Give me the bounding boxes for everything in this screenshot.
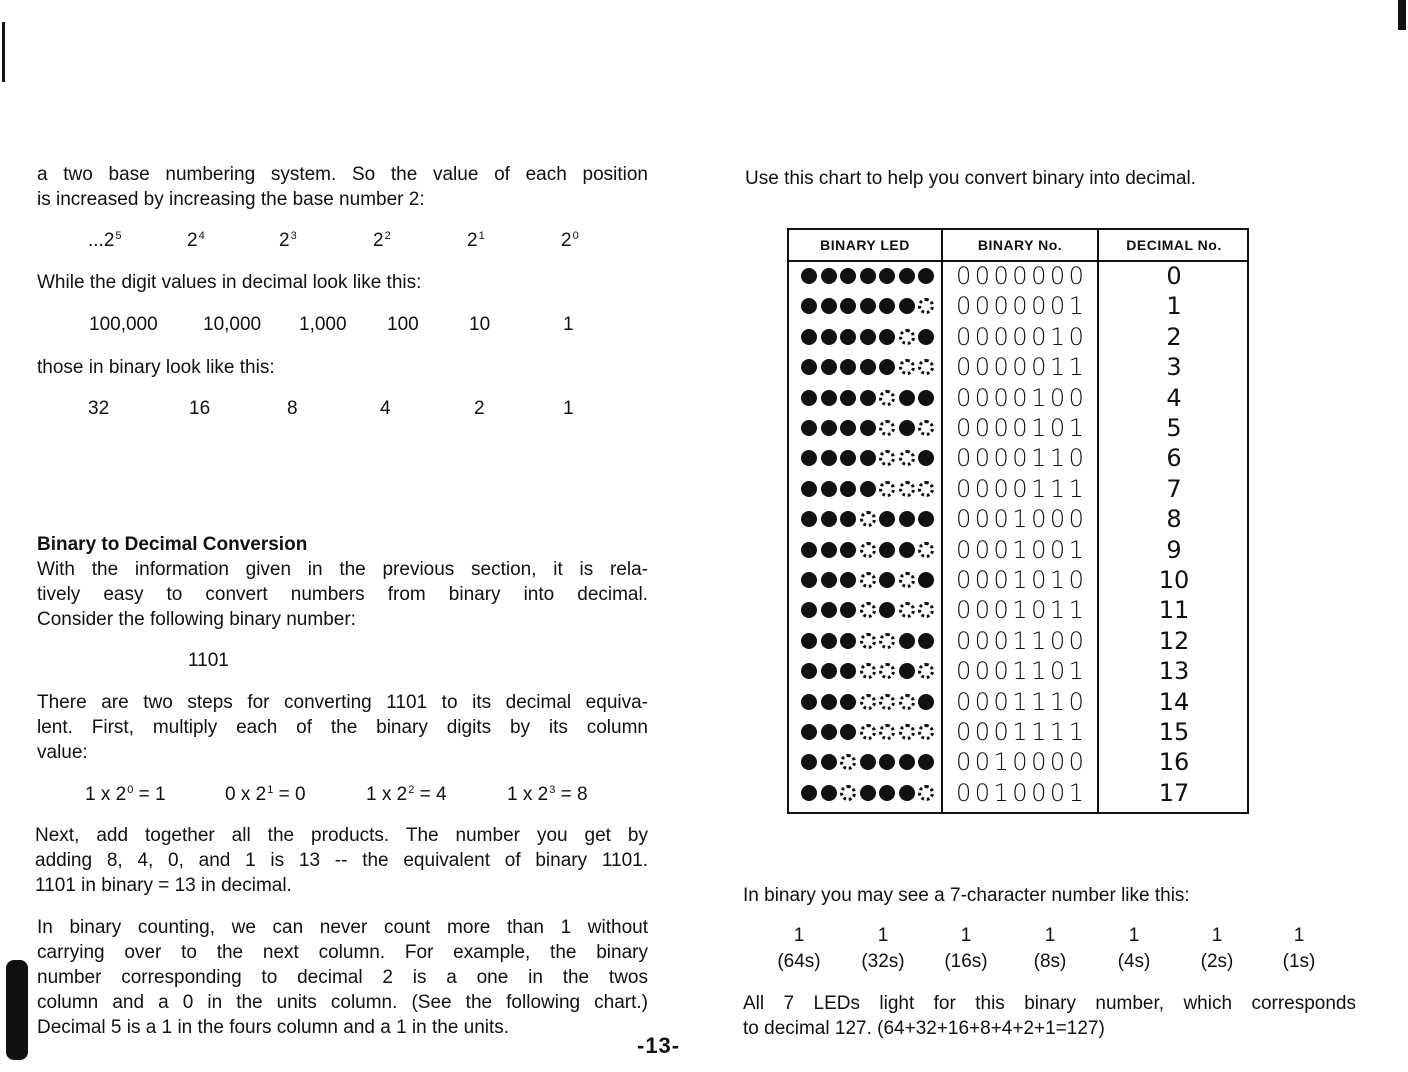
binary-number-cell: 0001101	[956, 657, 1088, 686]
led-dark-icon	[821, 754, 837, 770]
binary-number-cell: 0000011	[956, 353, 1088, 382]
led-lit-icon	[918, 359, 934, 375]
product-term: 1 x $2^2 = 4$	[366, 784, 447, 805]
table-row	[789, 595, 1247, 625]
led-dark-icon	[801, 390, 817, 406]
led-dark-icon	[821, 663, 837, 679]
decimal-number-cell: 9	[1166, 535, 1182, 564]
section-line-1: With the information given in the previous section, it is rela-	[37, 559, 648, 580]
led-lit-icon	[918, 298, 934, 314]
led-dark-icon	[821, 785, 837, 801]
table-row	[789, 565, 1247, 595]
led-dark-icon	[879, 268, 895, 284]
led-strip	[801, 722, 941, 742]
led-dark-icon	[899, 542, 915, 558]
section-line-2: tively easy to convert numbers from binary into decimal.	[37, 584, 648, 605]
led-lit-icon	[899, 481, 915, 497]
led-lit-icon	[918, 724, 934, 740]
led-dark-icon	[899, 754, 915, 770]
binary-value: 8	[287, 398, 298, 419]
decimal-number-cell: 17	[1158, 778, 1190, 807]
led-strip	[801, 509, 941, 529]
binary-value: 16	[189, 398, 211, 419]
binary-number-cell: 0000110	[956, 444, 1088, 473]
led-dark-icon	[879, 602, 895, 618]
led-lit-icon	[860, 511, 876, 527]
led-lit-icon	[879, 633, 895, 649]
sum-line-1: Next, add together all the products. The number you get by	[35, 825, 648, 846]
table-row	[789, 504, 1247, 534]
decimal-number-cell: 15	[1158, 718, 1190, 746]
led-dark-icon	[801, 542, 817, 558]
decimal-number-cell: 11	[1158, 596, 1190, 625]
led-dark-icon	[840, 481, 856, 497]
sum-line-3: 1101 in binary = 13 in decimal.	[35, 875, 292, 896]
led-dark-icon	[840, 390, 856, 406]
binary-values-row	[0, 396, 700, 422]
power-term: ...2$^5$	[88, 230, 122, 251]
led-strip	[801, 692, 941, 712]
led-lit-icon	[918, 481, 934, 497]
led-dark-icon	[879, 329, 895, 345]
led-dark-icon	[801, 724, 817, 740]
led-dark-icon	[821, 420, 837, 436]
led-dark-icon	[840, 663, 856, 679]
binary-number-cell: 0000000	[956, 262, 1088, 290]
table-row	[789, 474, 1247, 504]
table-row	[789, 535, 1247, 565]
scan-mark-bottom-left	[6, 960, 28, 1060]
led-dark-icon	[840, 694, 856, 710]
decimal-value: 10	[469, 314, 491, 335]
led-lit-icon	[879, 420, 895, 436]
led-dark-icon	[860, 390, 876, 406]
seven-char-intro: In binary you may see a 7-character number like this:	[743, 885, 1190, 906]
page-number: -13-	[637, 1033, 681, 1058]
decimal-number-cell: 1	[1166, 292, 1182, 321]
led-strip	[801, 418, 941, 438]
led-dark-icon	[860, 298, 876, 314]
place-label: (2s)	[1200, 951, 1234, 972]
led-dark-icon	[801, 754, 817, 770]
section-heading: Binary to Decimal Conversion	[37, 534, 308, 555]
led-dark-icon	[879, 754, 895, 770]
binary-value: 32	[88, 398, 110, 419]
led-dark-icon	[821, 359, 837, 375]
led-dark-icon	[840, 450, 856, 466]
led-dark-icon	[821, 694, 837, 710]
binary-number-cell: 0001100	[956, 626, 1088, 655]
place-digit: 1	[1044, 925, 1056, 946]
led-lit-icon	[879, 694, 895, 710]
led-lit-icon	[918, 602, 934, 618]
sum-line-2: adding 8, 4, 0, and 1 is 13 -- the equivalent of binary 1101.	[35, 850, 648, 871]
led-strip	[801, 479, 941, 499]
led-dark-icon	[918, 390, 934, 406]
led-dark-icon	[879, 542, 895, 558]
steps-line-1: There are two steps for converting 1101 to its decimal equiva-	[37, 692, 648, 713]
led-lit-icon	[860, 572, 876, 588]
header-decimal-no: DECIMAL No.	[1126, 237, 1222, 253]
led-dark-icon	[821, 390, 837, 406]
led-strip	[801, 388, 941, 408]
led-dark-icon	[899, 663, 915, 679]
led-lit-icon	[879, 481, 895, 497]
led-dark-icon	[918, 633, 934, 649]
led-lit-icon	[899, 724, 915, 740]
place-label: (8s)	[1033, 951, 1067, 972]
led-dark-icon	[840, 602, 856, 618]
binary-number-cell: 0001111	[956, 718, 1088, 746]
led-dark-icon	[879, 359, 895, 375]
led-strip	[801, 631, 941, 651]
example-number: 1101	[188, 650, 229, 671]
table-row	[789, 322, 1247, 352]
led-dark-icon	[840, 572, 856, 588]
led-dark-icon	[918, 329, 934, 345]
led-dark-icon	[860, 420, 876, 436]
led-lit-icon	[879, 450, 895, 466]
led-dark-icon	[860, 785, 876, 801]
power-term: $2^3$	[279, 230, 297, 251]
led-dark-icon	[801, 785, 817, 801]
led-strip	[801, 327, 941, 347]
counting-line-5: Decimal 5 is a 1 in the fours column and a 1 in the units.	[37, 1017, 510, 1038]
seven-labels-row	[0, 949, 1408, 975]
led-dark-icon	[918, 754, 934, 770]
led-dark-icon	[821, 329, 837, 345]
power-term: $2^1$	[467, 230, 485, 251]
intro-line-1: a two base numbering system. So the value of each position	[37, 164, 648, 185]
led-dark-icon	[899, 268, 915, 284]
led-dark-icon	[821, 724, 837, 740]
binary-value: 4	[380, 398, 391, 419]
led-strip	[801, 540, 941, 560]
led-dark-icon	[840, 633, 856, 649]
led-dark-icon	[840, 268, 856, 284]
led-dark-icon	[801, 359, 817, 375]
table-row	[789, 747, 1247, 777]
led-lit-icon	[918, 785, 934, 801]
binary-number-cell: 0000001	[956, 292, 1088, 321]
led-dark-icon	[801, 298, 817, 314]
table-row	[789, 443, 1247, 473]
binary-value: 1	[563, 398, 574, 419]
led-dark-icon	[840, 420, 856, 436]
decimal-number-cell: 6	[1166, 444, 1182, 473]
binary-conversion-table	[787, 228, 1249, 814]
table-row	[789, 413, 1247, 443]
decimal-value: 10,000	[203, 314, 262, 335]
decimal-value: 100,000	[89, 314, 158, 335]
led-dark-icon	[821, 268, 837, 284]
decimal-number-cell: 10	[1158, 566, 1190, 594]
table-row	[789, 687, 1247, 717]
led-dark-icon	[899, 511, 915, 527]
led-dark-icon	[860, 754, 876, 770]
led-dark-icon	[821, 542, 837, 558]
led-lit-icon	[879, 724, 895, 740]
decimal-number-cell: 16	[1158, 748, 1190, 777]
header-binary-led: BINARY LED	[820, 237, 910, 253]
led-dark-icon	[840, 359, 856, 375]
led-dark-icon	[879, 785, 895, 801]
decimal-number-cell: 5	[1166, 414, 1182, 442]
section-line-3: Consider the following binary number:	[37, 609, 356, 630]
table-row	[789, 383, 1247, 413]
binary-number-cell: 0000010	[956, 322, 1088, 351]
decimal-value: 1	[563, 314, 574, 335]
chart-intro: Use this chart to help you convert binary into decimal.	[745, 168, 1196, 189]
decimal-number-cell: 14	[1158, 687, 1190, 716]
decimal-number-cell: 4	[1166, 383, 1182, 412]
led-dark-icon	[801, 481, 817, 497]
led-dark-icon	[918, 450, 934, 466]
led-dark-icon	[801, 420, 817, 436]
led-strip	[801, 296, 941, 316]
led-dark-icon	[801, 694, 817, 710]
led-dark-icon	[860, 268, 876, 284]
products-row	[0, 782, 700, 808]
scan-mark-right	[1398, 0, 1406, 30]
led-lit-icon	[918, 420, 934, 436]
place-digit: 1	[960, 925, 972, 946]
led-dark-icon	[860, 359, 876, 375]
binary-intro: those in binary look like this:	[37, 357, 275, 378]
decimal-number-cell: 0	[1166, 262, 1182, 290]
led-dark-icon	[899, 420, 915, 436]
counting-line-3: number corresponding to decimal 2 is a one in the twos	[37, 967, 648, 988]
seven-digits-row	[0, 923, 1408, 949]
led-dark-icon	[840, 329, 856, 345]
scan-mark-left	[2, 22, 5, 82]
table-row	[789, 291, 1247, 321]
led-lit-icon	[860, 663, 876, 679]
binary-number-cell: 0010000	[956, 748, 1088, 777]
led-dark-icon	[821, 633, 837, 649]
place-digit: 1	[1293, 925, 1305, 946]
led-dark-icon	[879, 298, 895, 314]
led-strip	[801, 266, 941, 286]
binary-number-cell: 0001110	[956, 687, 1088, 716]
led-dark-icon	[821, 450, 837, 466]
led-dark-icon	[899, 390, 915, 406]
led-dark-icon	[821, 298, 837, 314]
counting-line-4: column and a 0 in the units column. (See the following chart.)	[37, 992, 648, 1013]
led-strip	[801, 600, 941, 620]
led-dark-icon	[821, 481, 837, 497]
led-lit-icon	[860, 633, 876, 649]
binary-number-cell: 0010001	[956, 778, 1088, 807]
power-term: $2^0$	[561, 230, 579, 251]
led-strip	[801, 357, 941, 377]
steps-line-3: value:	[37, 742, 88, 763]
decimal-number-cell: 13	[1158, 657, 1190, 686]
binary-number-cell: 0000111	[956, 474, 1088, 503]
binary-number-cell: 0001001	[956, 535, 1088, 564]
led-lit-icon	[840, 754, 856, 770]
led-dark-icon	[879, 511, 895, 527]
led-dark-icon	[840, 724, 856, 740]
counting-line-1: In binary counting, we can never count more than 1 without	[37, 917, 648, 938]
place-label: (64s)	[777, 951, 821, 972]
power-term: $2^4$	[187, 230, 205, 251]
place-digit: 1	[793, 925, 805, 946]
table-row	[789, 717, 1247, 747]
place-label: (16s)	[944, 951, 988, 972]
led-dark-icon	[840, 298, 856, 314]
binary-number-cell: 0000100	[956, 383, 1088, 412]
place-label: (1s)	[1282, 951, 1316, 972]
led-dark-icon	[801, 268, 817, 284]
led-lit-icon	[918, 663, 934, 679]
led-lit-icon	[899, 450, 915, 466]
led-lit-icon	[840, 785, 856, 801]
table-row	[789, 352, 1247, 382]
place-digit: 1	[1211, 925, 1223, 946]
led-lit-icon	[899, 572, 915, 588]
power-term: $2^2$	[373, 230, 391, 251]
led-dark-icon	[860, 450, 876, 466]
decimal-number-cell: 7	[1166, 474, 1182, 503]
led-lit-icon	[879, 390, 895, 406]
led-strip	[801, 661, 941, 681]
led-lit-icon	[860, 542, 876, 558]
led-dark-icon	[840, 542, 856, 558]
led-dark-icon	[801, 602, 817, 618]
led-dark-icon	[801, 663, 817, 679]
powers-row	[0, 228, 700, 254]
decimal-values-row	[0, 312, 700, 338]
conclusion-line-1: All 7 LEDs light for this binary number, which corresponds	[743, 993, 1356, 1014]
product-term: 0 x $2^1 = 0$	[225, 784, 306, 805]
led-lit-icon	[860, 694, 876, 710]
place-label: (32s)	[861, 951, 905, 972]
counting-line-2: carrying over to the next column. For example, the binary	[37, 942, 648, 963]
decimal-intro: While the digit values in decimal look like this:	[37, 272, 422, 293]
place-label: (4s)	[1117, 951, 1151, 972]
led-strip	[801, 783, 941, 803]
binary-number-cell: 0001000	[956, 505, 1088, 534]
led-dark-icon	[918, 268, 934, 284]
led-dark-icon	[821, 602, 837, 618]
led-dark-icon	[821, 511, 837, 527]
product-term: 1 x $2^3 = 8$	[507, 784, 588, 805]
led-lit-icon	[899, 694, 915, 710]
decimal-value: 100	[387, 314, 419, 335]
led-lit-icon	[860, 724, 876, 740]
binary-number-cell: 0001011	[956, 596, 1088, 625]
led-strip	[801, 752, 941, 772]
decimal-number-cell: 8	[1166, 505, 1182, 534]
led-dark-icon	[821, 572, 837, 588]
led-dark-icon	[899, 785, 915, 801]
led-lit-icon	[860, 602, 876, 618]
led-lit-icon	[899, 602, 915, 618]
led-dark-icon	[899, 633, 915, 649]
led-lit-icon	[879, 663, 895, 679]
led-dark-icon	[899, 298, 915, 314]
decimal-number-cell: 3	[1166, 353, 1182, 382]
led-dark-icon	[801, 572, 817, 588]
led-dark-icon	[801, 511, 817, 527]
led-dark-icon	[860, 481, 876, 497]
led-dark-icon	[918, 511, 934, 527]
led-strip	[801, 448, 941, 468]
led-dark-icon	[801, 450, 817, 466]
decimal-number-cell: 12	[1158, 626, 1190, 655]
binary-number-cell: 0001010	[956, 566, 1088, 594]
table-row	[789, 626, 1247, 656]
led-dark-icon	[801, 633, 817, 649]
conclusion-line-2: to decimal 127. (64+32+16+8+4+2+1=127)	[743, 1018, 1105, 1039]
led-dark-icon	[879, 572, 895, 588]
place-digit: 1	[1128, 925, 1140, 946]
product-term: 1 x $2^0 = 1$	[85, 784, 166, 805]
header-binary-no: BINARY No.	[977, 237, 1063, 253]
led-dark-icon	[801, 329, 817, 345]
table-row	[789, 261, 1247, 291]
intro-line-2: is increased by increasing the base number 2:	[37, 189, 425, 210]
binary-number-cell: 0000101	[956, 414, 1088, 442]
led-strip	[801, 570, 941, 590]
led-lit-icon	[918, 542, 934, 558]
led-dark-icon	[840, 511, 856, 527]
led-dark-icon	[918, 572, 934, 588]
table-row	[789, 656, 1247, 686]
led-lit-icon	[899, 359, 915, 375]
led-dark-icon	[918, 694, 934, 710]
place-digit: 1	[877, 925, 889, 946]
decimal-number-cell: 2	[1166, 322, 1182, 351]
led-dark-icon	[860, 329, 876, 345]
binary-value: 2	[474, 398, 485, 419]
decimal-value: 1,000	[299, 314, 347, 335]
table-row	[789, 778, 1247, 808]
steps-line-2: lent. First, multiply each of the binary digits by its column	[37, 717, 648, 738]
table-header-row	[789, 230, 1247, 262]
led-lit-icon	[899, 329, 915, 345]
